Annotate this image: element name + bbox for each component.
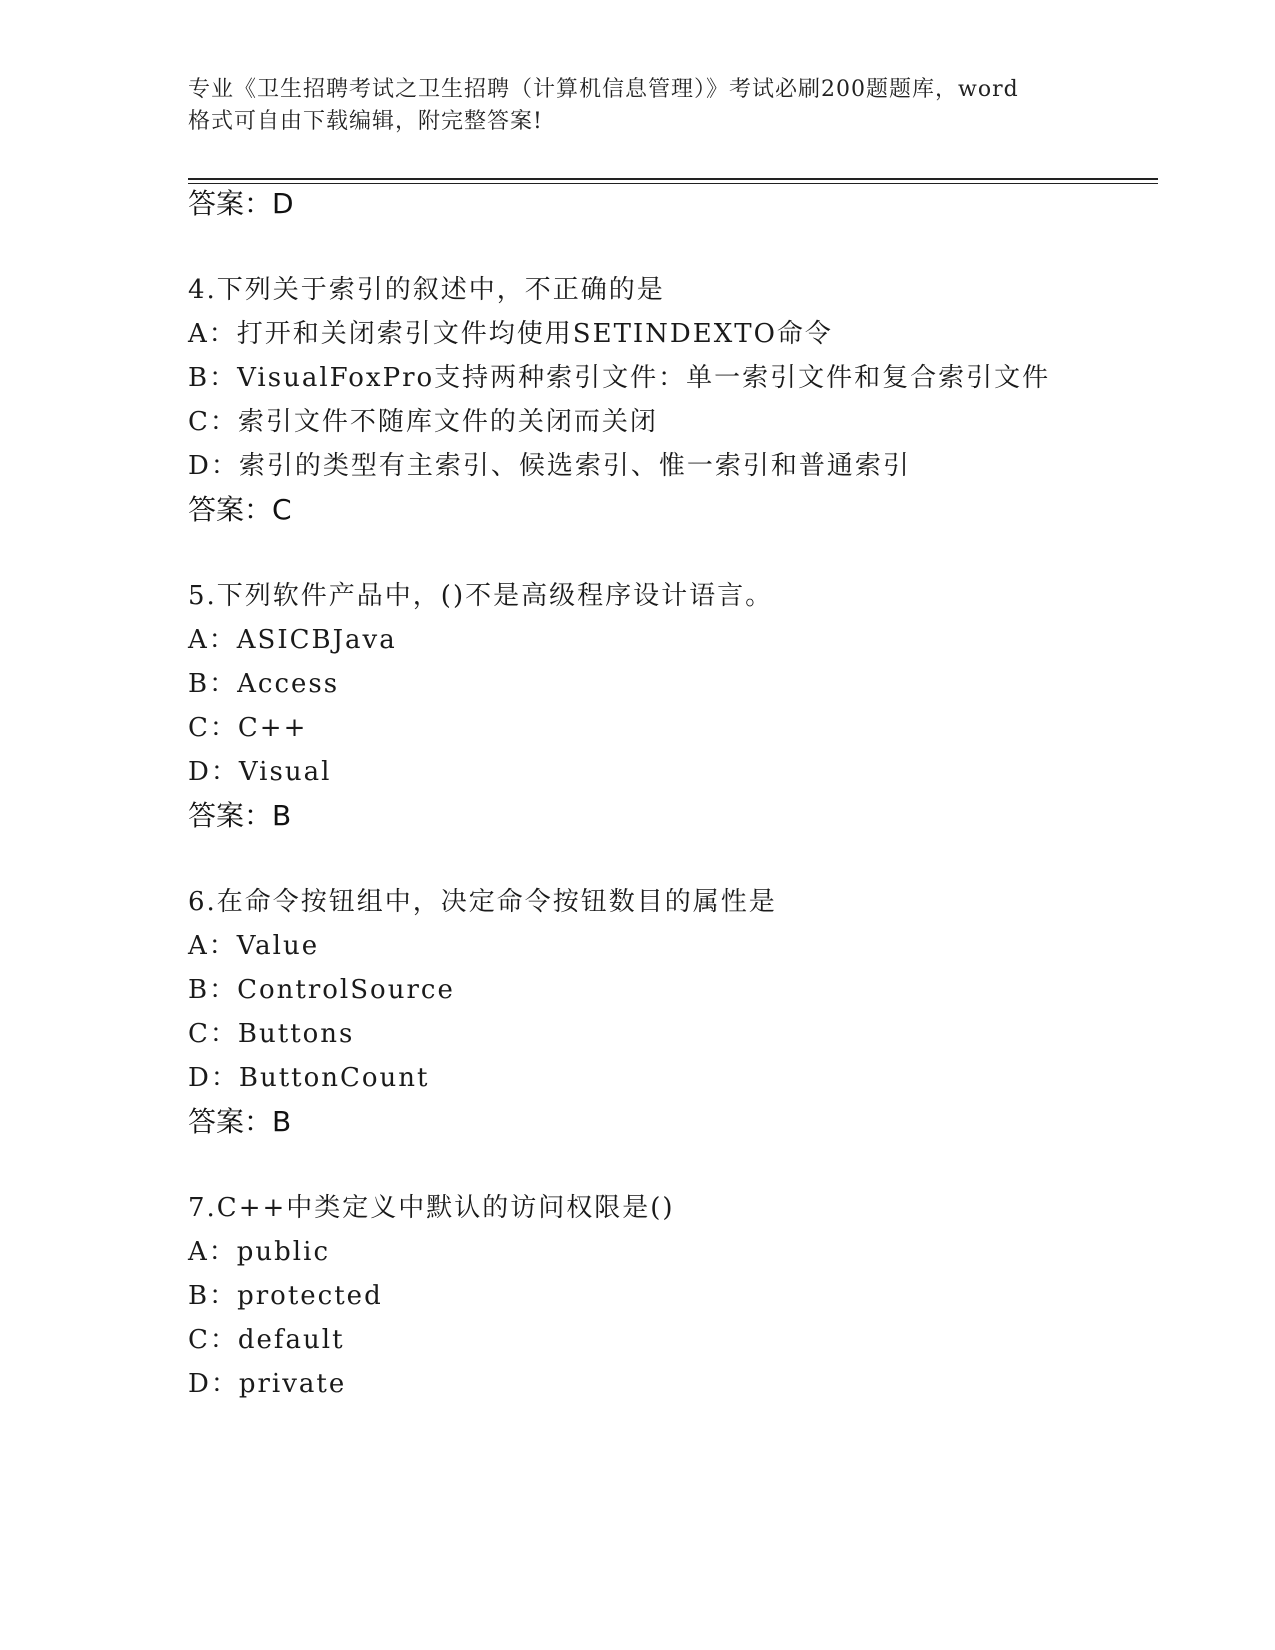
question-7-stem: 7.C++中类定义中默认的访问权限是(): [188, 1193, 675, 1223]
question-5-option-c: C：C++: [188, 713, 308, 743]
document-header: [188, 74, 1098, 138]
question-7-option-c: C：default: [188, 1325, 345, 1355]
question-6-stem: 6.在命令按钮组中，决定命令按钮数目的属性是: [188, 887, 777, 917]
question-6-option-c: C：Buttons: [188, 1019, 355, 1049]
question-7-option-a: A：public: [188, 1237, 331, 1267]
question-6-answer: 答案：B: [188, 1105, 292, 1138]
question-7-option-d: D：private: [188, 1369, 347, 1399]
question-6-option-d: D：ButtonCount: [188, 1063, 430, 1093]
question-4-option-d: D：索引的类型有主索引、候选索引、惟一索引和普通索引: [188, 451, 911, 481]
header-rule-thin: [188, 183, 1158, 184]
question-4-answer: 答案：C: [188, 493, 292, 526]
question-4-option-c: C：索引文件不随库文件的关闭而关闭: [188, 407, 658, 437]
question-4-option-a: A：打开和关闭索引文件均使用SETINDEXTO命令: [188, 319, 833, 349]
question-5-stem: 5.下列软件产品中，()不是高级程序设计语言。: [188, 581, 774, 611]
question-6-option-a: A：Value: [188, 931, 320, 961]
question-5-option-d: D：Visual: [188, 757, 332, 787]
question-5-answer: 答案：B: [188, 799, 292, 832]
question-5-option-b: B：Access: [188, 669, 340, 699]
question-4-stem: 4.下列关于索引的叙述中，不正确的是: [188, 275, 665, 305]
question-6-option-b: B：ControlSource: [188, 975, 455, 1005]
question-5-option-a: A：ASICBJava: [188, 625, 397, 655]
header-line-2: 格式可自由下载编辑，附完整答案!: [188, 109, 543, 134]
header-rule-thick: [188, 178, 1158, 180]
question-4-option-b: B：VisualFoxPro支持两种索引文件：单一索引文件和复合索引文件: [188, 363, 1051, 393]
question-7-option-b: B：protected: [188, 1281, 383, 1311]
answer-prev: 答案：D: [188, 187, 294, 220]
header-line-1: 专业《卫生招聘考试之卫生招聘（计算机信息管理）》考试必刷200题题库，word: [188, 77, 1019, 102]
